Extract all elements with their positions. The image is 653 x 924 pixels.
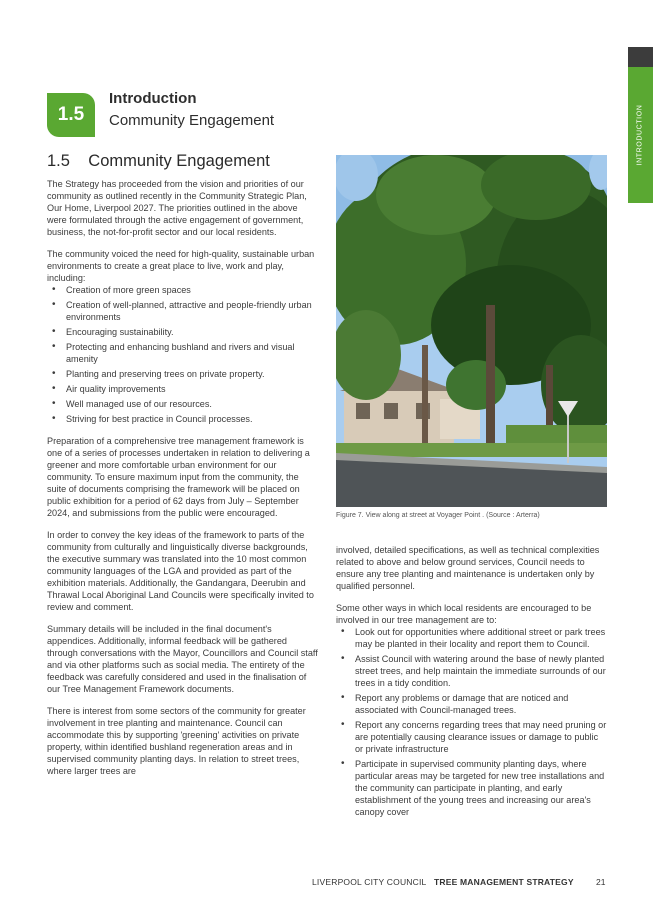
list-item: • Report any problems or damage that are noticed and associated with Council-managed trees.	[336, 692, 608, 716]
list-item: • Air quality improvements	[47, 383, 319, 395]
street-photo-illustration	[336, 155, 607, 507]
bullet-list	[336, 626, 608, 818]
list-item: • Look out for opportunities where additional street or park trees may be planted in their locality and report them to Council.	[336, 626, 608, 650]
header-title: Introduction	[109, 90, 197, 107]
list-item: • Participate in supervised community planting days, where particular areas may be targeted for new tree installations and the community can participate in planting, and early establishment of the young trees and increasing our area's canopy cover	[336, 758, 608, 818]
figure-caption: Figure 7. View along at street at Voyager Point . (Source : Arterra)	[336, 512, 540, 519]
section-title: Community Engagement	[88, 152, 270, 170]
header-subtitle: Community Engagement	[109, 112, 275, 129]
paragraph: Preparation of a comprehensive tree management framework is one of a series of processes undertaken in relation to delivering a greener and more comfortable urban environment for our community. To ensure maximum input from the community, the suite of documents comprising the framework will be placed on public exhibition for a period of 62 days from July – September 2024, and submissions from the public were encouraged.	[47, 436, 310, 518]
paragraph: The community voiced the need for high-quality, sustainable urban environments to create a great place to live, work and play, including:	[47, 249, 315, 283]
footer-organisation: LIVERPOOL CITY COUNCIL	[312, 877, 427, 887]
left-column	[47, 178, 319, 787]
list-item: • Protecting and enhancing bushland and rivers and visual amenity	[47, 341, 319, 365]
section-badge: 1.5	[47, 93, 95, 137]
paragraph: Some other ways in which local residents are encouraged to be involved in our tree management are to:	[336, 603, 592, 625]
bullet-list	[47, 284, 319, 425]
section-heading	[47, 152, 270, 171]
list-item: • Striving for best practice in Council processes.	[47, 413, 319, 425]
paragraph: Summary details will be included in the final document's appendices. Additionally, informal feedback will be gathered through conversations with the Mayor, Councillors and Council staff and via other platforms such as social media. The entirety of the feedback was carefully considered and used in the finalisation of our Tree Management Framework documents.	[47, 624, 318, 694]
list-item: • Planting and preserving trees on private property.	[47, 368, 319, 380]
paragraph: involved, detailed specifications, as well as technical complexities related to above and below ground services, Council needs to ensure any tree planting and maintenance is undertaken only by qualified personnel.	[336, 545, 600, 591]
side-tab-dark-block	[628, 47, 653, 67]
list-item: • Encouraging sustainability.	[47, 326, 319, 338]
footer-document-title: TREE MANAGEMENT STRATEGY	[434, 877, 574, 887]
list-item: • Creation of more green spaces	[47, 284, 319, 296]
right-column	[336, 544, 608, 828]
list-item: • Creation of well-planned, attractive and people-friendly urban environments	[47, 299, 319, 323]
paragraph: In order to convey the key ideas of the framework to parts of the community from culturally and linguistically diverse backgrounds, the executive summary was translated into the 10 most common community languages of the LGA and provided as part of the exhibition materials. Additionally, the Gandangara, Deerubin and Thrawal Local Aboriginal Land Councils were specifically invited to review and comment.	[47, 530, 314, 612]
list-item: • Well managed use of our resources.	[47, 398, 319, 410]
side-tab-label: INTRODUCTION	[636, 104, 644, 166]
paragraph: The Strategy has proceeded from the vision and priorities of our community as outlined recently in the Community Strategic Plan, Our Home, Liverpool 2027. The priorities outlined in the above were formulated through the active engagement of government, business, the not-for-profit sector and our local residents.	[47, 179, 307, 237]
page-number: 21	[596, 877, 606, 887]
section-number: 1.5	[47, 152, 70, 170]
list-item: • Report any concerns regarding trees that may need pruning or are potentially causing clearance issues or damage to public or private infrastructure	[336, 719, 608, 755]
street-photo	[336, 155, 607, 507]
paragraph: There is interest from some sectors of the community for greater involvement in tree planting and maintenance. Council can accommodate this by supporting 'greening' activities on private property, within identified bushland regeneration areas and in supervised community planting days. In relation to street trees, where larger trees are	[47, 706, 306, 776]
list-item: • Assist Council with watering around the base of newly planted street trees, and help maintain the immediate surrounds of our trees in a tidy condition.	[336, 653, 608, 689]
